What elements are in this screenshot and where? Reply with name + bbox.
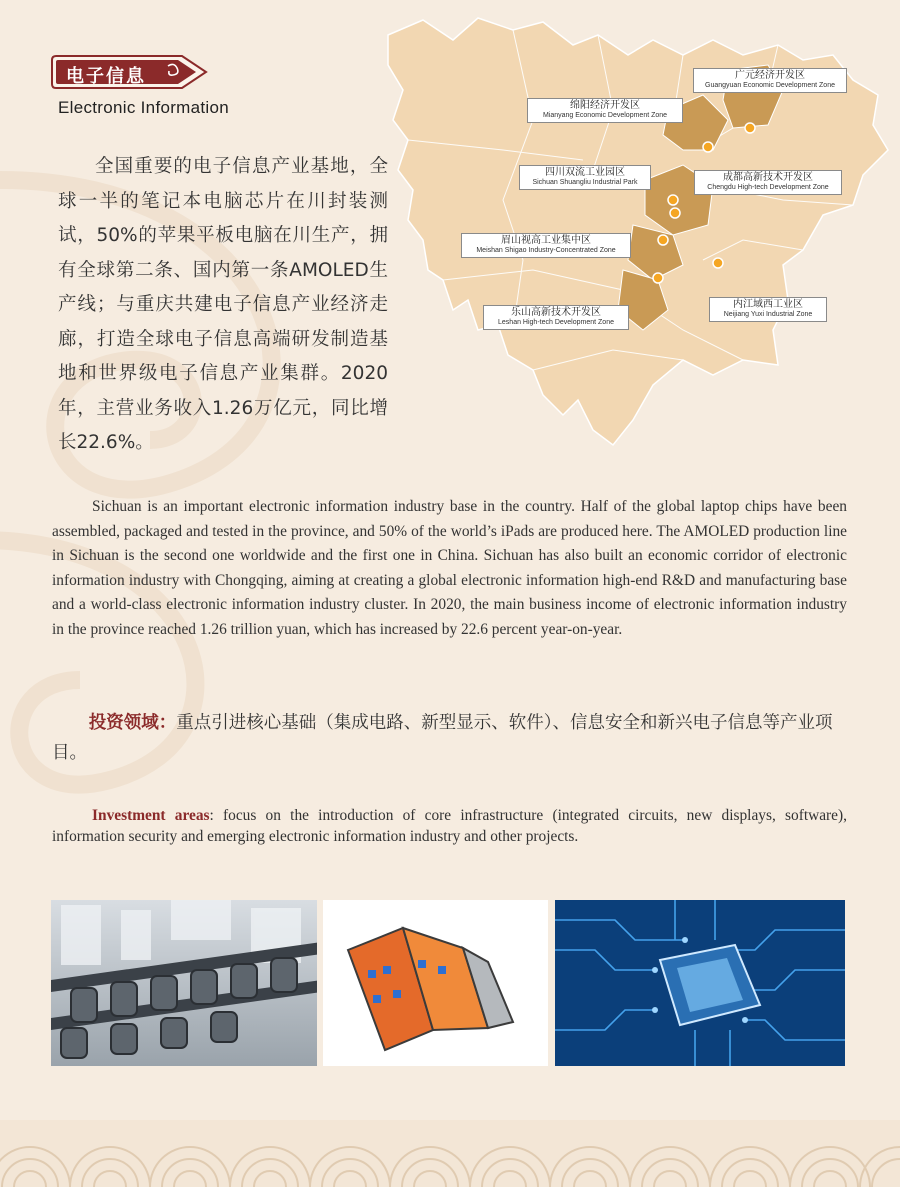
map-label-guangyuan: 广元经济开发区 Guangyuan Economic Development Zone [693,68,847,93]
bottom-cloud-border [0,1120,900,1187]
investment-text-en: : focus on the introduction of core infrastructure (integrated circuits, new displays, software), information security and emerging electronic information industry and other projects. [52,807,847,845]
location-dot-neijiang [713,258,723,268]
body-paragraph-en: Sichuan is an important electronic information industry base in the country. Half of the global laptop chips have been assembled, packaged and tested in the province, and 50% of the world’s iPads are produced here. The AMOLED production line in Sichuan is the second one worldwide and the first one in China. Sichuan has also built an economic corridor of electronic information industry with Chongqing, aiming at creating a global electronic information high-end R&D and manufacturing base and a world-class electronic information industry cluster. In 2020, the main business income of electronic information industry in the province reached 1.26 trillion yuan, which has increased by 22.6 percent year-on-year. [52,498,847,638]
section-title-en: Electronic Information [58,98,230,117]
map-label-neijiang: 内江域西工业区 Neijiang Yuxi Industrial Zone [709,297,827,322]
circuit-chip-photo [555,900,845,1066]
location-dot-mianyang [703,142,713,152]
location-dot-leshan [653,273,663,283]
map-label-mianyang: 绵阳经济开发区 Mianyang Economic Development Zone [527,98,683,123]
investment-areas-zh [52,708,847,768]
map-label-shuangliu: 四川双流工业园区 Sichuan Shuangliu Industrial Park [519,165,651,190]
investment-lead-zh: 投资领域： [88,713,177,733]
section-title-zh: 电子信息 [66,66,146,87]
map-label-leshan: 乐山高新技术开发区 Leshan High-tech Development Zone [483,305,629,330]
location-dot-chengdu [670,208,680,218]
map-label-meishan: 眉山视高工业集中区 Meishan Shigao Industry-Concentrated Zone [461,233,631,258]
location-dot-meishan [658,235,668,245]
location-dot-guangyuan [745,123,755,133]
map-label-chengdu: 成都高新技术开发区 Chengdu High-tech Development Zone [694,170,842,195]
investment-lead-en: Investment areas [92,807,210,824]
investment-text-zh: 重点引进核心基础（集成电路、新型显示、软件）、信息安全和新兴电子信息等产业项目。 [52,713,833,763]
sichuan-map [383,0,900,460]
factory-production-line-photo [51,900,317,1066]
intro-paragraph-zh: 全国重要的电子信息产业基地，全球一半的笔记本电脑芯片在川封装测试，50%的苹果平板电脑在川生产，拥有全球第二条、国内第一条AMOLED生产线；与重庆共建电子信息产业经济走廊，打造全球电子信息高端研发制造基地和世界级电子信息产业集群。2020年，主营业务收入1.26万亿元，同比增长22.6%。 [58,156,388,453]
location-dot-shuangliu [668,195,678,205]
investment-areas-en [52,805,847,847]
foldable-phone-photo [323,900,548,1066]
